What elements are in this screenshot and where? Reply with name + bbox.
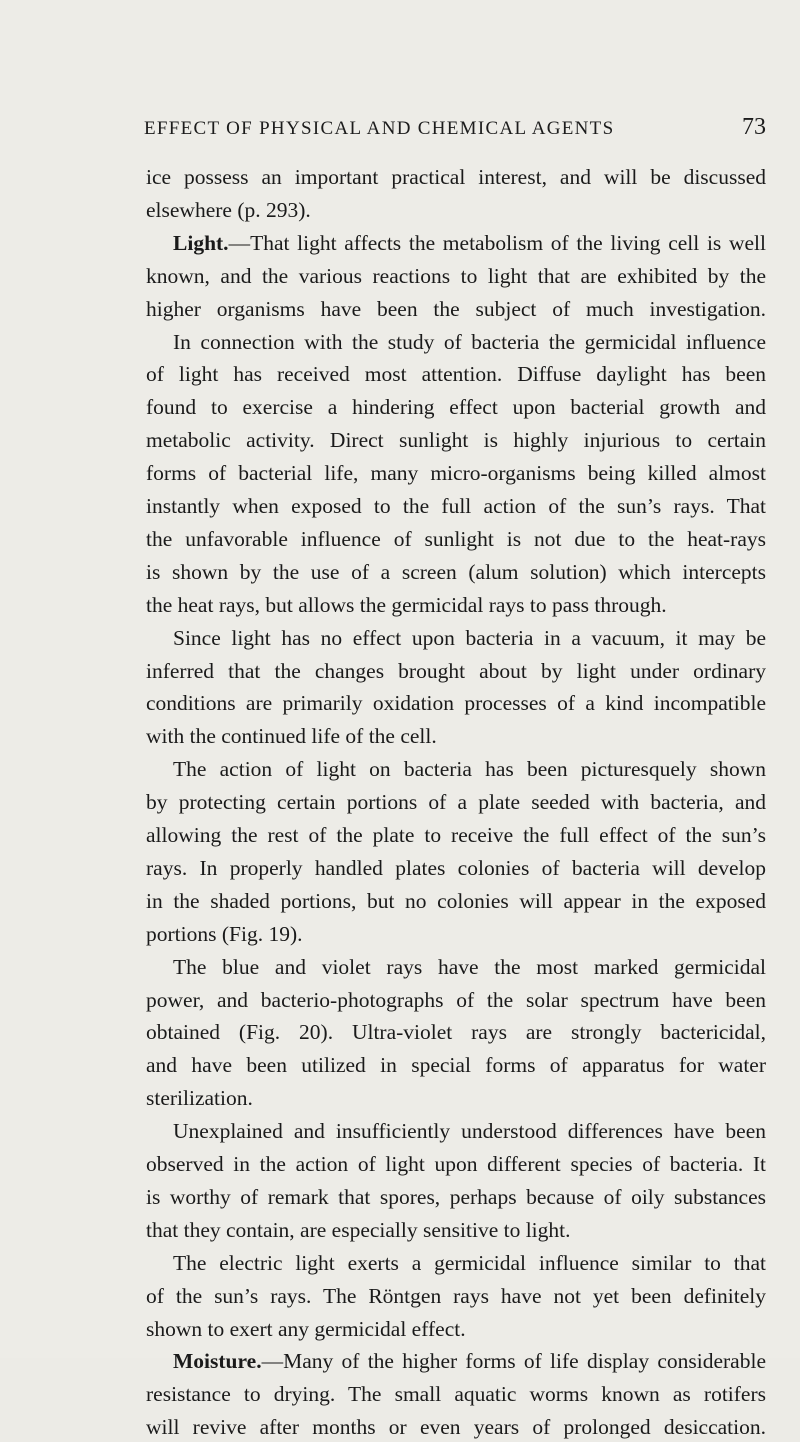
text-line (0, 787, 800, 817)
text-line (0, 590, 800, 620)
line-text: the heat rays, but allows the germicidal rays to pass through. (146, 592, 667, 617)
text-line (0, 524, 800, 554)
text-line (0, 294, 800, 324)
line-text: elsewhere (p. 293). (146, 197, 311, 222)
text-line-content (173, 623, 766, 653)
line-text: —Many of the higher forms of life display considerable (261, 1349, 766, 1374)
line-text: —That light affects the metabolism of the living cell is well (228, 230, 766, 255)
line-text: The action of light on bacteria has been picturesquely shown (173, 757, 766, 782)
text-line-content (146, 294, 766, 324)
text-line-content (146, 162, 766, 192)
text-line (0, 1149, 800, 1179)
text-line (0, 1083, 800, 1113)
text-line-content (173, 1116, 766, 1146)
text-line-content (146, 261, 766, 291)
text-line (0, 1182, 800, 1212)
text-line (0, 1281, 800, 1311)
run-in-heading: Light. (173, 230, 229, 255)
line-text: known, and the various reactions to light that are exhibited by the (146, 263, 766, 288)
page-number: 73 (742, 114, 766, 140)
text-line-content (146, 392, 766, 422)
text-line (0, 820, 800, 850)
text-line (0, 656, 800, 686)
text-line-content (146, 491, 766, 521)
text-line (0, 1017, 800, 1047)
text-line (0, 853, 800, 883)
text-line (0, 557, 800, 587)
line-text: inferred that the changes brought about by light under ordinary (146, 658, 766, 683)
text-line (0, 261, 800, 291)
text-line (0, 425, 800, 455)
text-line (0, 1248, 800, 1278)
line-text: power, and bacterio-photographs of the solar spectrum have been (146, 987, 766, 1012)
text-line-content (146, 1281, 766, 1311)
text-line-content (146, 787, 766, 817)
text-line (0, 1215, 800, 1245)
line-text: by protecting certain portions of a plate seeded with bacteria, and (146, 790, 766, 815)
line-text: portions (Fig. 19). (146, 921, 303, 946)
text-line (0, 754, 800, 784)
line-text: instantly when exposed to the full action of the sun’s rays. That (146, 494, 766, 518)
text-line (0, 228, 800, 258)
line-text: conditions are primarily oxidation processes of a kind incompatible (146, 691, 766, 716)
line-text: found to exercise a hindering effect upon bacterial growth and (146, 395, 766, 420)
text-line (0, 688, 800, 718)
line-text: is worthy of remark that spores, perhaps because of oily substances (146, 1184, 766, 1209)
line-text: of light has received most attention. Diffuse daylight has been (146, 362, 766, 387)
text-line-content (146, 985, 766, 1015)
line-text: ice possess an important practical interest, and will be discussed (146, 165, 766, 189)
text-line-content (146, 656, 766, 686)
text-line (0, 886, 800, 916)
text-line-content (173, 327, 766, 357)
text-line-content (146, 458, 766, 488)
text-line-content (146, 1149, 766, 1179)
line-text: Since light has no effect upon bacteria in a vacuum, it may be (173, 625, 766, 650)
text-line (0, 1379, 800, 1409)
line-text: obtained (Fig. 20). Ultra-violet rays are strongly bactericidal, (146, 1020, 766, 1045)
text-line-content (146, 820, 766, 850)
text-line-content (146, 590, 667, 620)
text-line (0, 1346, 800, 1376)
text-line (0, 985, 800, 1015)
line-text: that they contain, are especially sensitive to light. (146, 1217, 571, 1242)
line-text: in the shaded portions, but no colonies will appear in the exposed (146, 888, 766, 913)
text-line-content (146, 1215, 571, 1245)
text-line-content (146, 1412, 766, 1442)
line-text: forms of bacterial life, many micro-organisms being killed almost (146, 461, 766, 486)
text-line-content (146, 557, 766, 587)
line-text: will revive after months or even years of prolonged desiccation. (146, 1415, 766, 1440)
line-text: Unexplained and insufficiently understood differences have been (173, 1119, 766, 1144)
line-text: The electric light exerts a germicidal influence similar to that (173, 1250, 766, 1275)
line-text: In connection with the study of bacteria the germicidal influence (173, 329, 766, 354)
text-line-content (146, 1314, 466, 1344)
text-line (0, 623, 800, 653)
text-line (0, 162, 800, 192)
line-text: with the continued life of the cell. (146, 724, 437, 749)
text-line-content (146, 425, 766, 455)
line-text: is shown by the use of a screen (alum solution) which intercepts (146, 559, 766, 584)
text-line-content (146, 195, 311, 225)
text-line (0, 458, 800, 488)
text-line-content (146, 886, 766, 916)
text-line-content (146, 1050, 766, 1080)
line-text: metabolic activity. Direct sunlight is highly injurious to certain (146, 428, 766, 453)
text-line-content (146, 1017, 766, 1047)
text-line-content (146, 721, 437, 751)
text-line-content (173, 754, 766, 784)
text-line (0, 1314, 800, 1344)
line-text: rays. In properly handled plates colonies of bacteria will develop (146, 855, 766, 880)
line-text: observed in the action of light upon different species of bacteria. It (146, 1152, 766, 1176)
line-text: resistance to drying. The small aquatic worms known as rotifers (146, 1382, 766, 1407)
line-text: and have been utilized in special forms of apparatus for water (146, 1053, 766, 1078)
text-line (0, 952, 800, 982)
text-line (0, 919, 800, 949)
text-line-content (173, 952, 766, 982)
text-line-content (173, 228, 766, 258)
run-in-heading: Moisture. (173, 1349, 262, 1374)
line-text: of the sun’s rays. The Röntgen rays have not yet been definitely (146, 1283, 766, 1308)
text-line-content (146, 1379, 766, 1409)
text-line (0, 491, 800, 521)
text-line-content (146, 853, 766, 883)
text-line (0, 1050, 800, 1080)
text-line (0, 1412, 800, 1442)
text-line-content (146, 919, 302, 949)
text-line (0, 359, 800, 389)
line-text: sterilization. (146, 1086, 253, 1111)
line-text: shown to exert any germicidal effect. (146, 1316, 466, 1341)
text-line-content (146, 524, 766, 554)
text-line (0, 1116, 800, 1146)
running-head: EFFECT OF PHYSICAL AND CHEMICAL AGENTS (144, 118, 615, 139)
text-line-content (146, 359, 766, 389)
text-line (0, 721, 800, 751)
line-text: allowing the rest of the plate to receive the full effect of the sun’s (146, 823, 766, 847)
text-line-content (173, 1346, 766, 1376)
line-text: the unfavorable influence of sunlight is not due to the heat-rays (146, 526, 766, 551)
line-text: The blue and violet rays have the most marked germicidal (173, 954, 766, 979)
text-line (0, 195, 800, 225)
text-line-content (173, 1248, 766, 1278)
text-line-content (146, 688, 766, 718)
page-header (144, 114, 766, 144)
text-line-content (146, 1083, 253, 1113)
line-text: higher organisms have been the subject of much investigation. (146, 296, 766, 321)
text-line (0, 327, 800, 357)
text-line (0, 392, 800, 422)
text-line-content (146, 1182, 766, 1212)
